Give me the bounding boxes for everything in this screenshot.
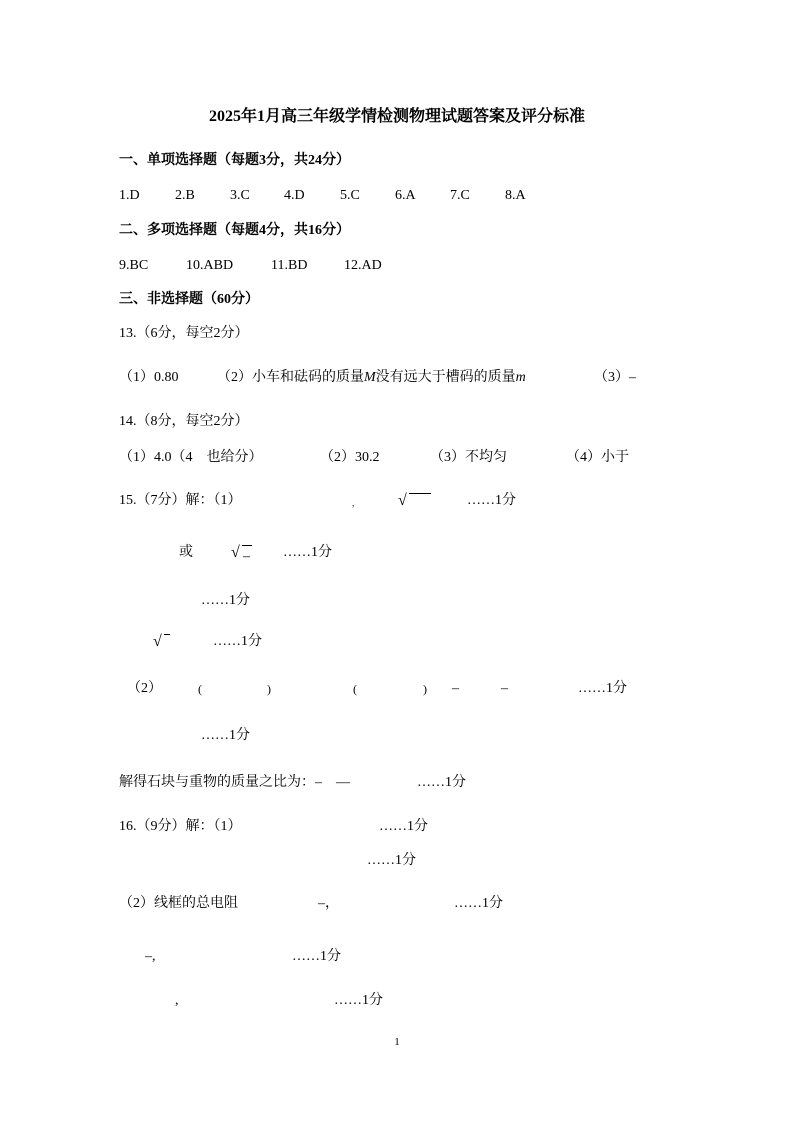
q16-comma: , bbox=[175, 993, 179, 1008]
q15-part2-label: （2） bbox=[127, 681, 162, 696]
q14-header: 14.（8分，每空2分） bbox=[119, 414, 249, 429]
section-heading-multi-choice: 二、多项选择题（每题4分，共16分） bbox=[119, 223, 350, 238]
page-number: 1 bbox=[394, 1036, 400, 1048]
answer-5: 5.C bbox=[340, 188, 360, 203]
answer-1: 1.D bbox=[119, 188, 140, 203]
q15-score-4: ……1分 bbox=[213, 634, 262, 649]
q15-score-7: ……1分 bbox=[417, 775, 466, 790]
q13-answer-2-prefix: （2）小车和砝码的质量 bbox=[217, 370, 364, 385]
q15-ratio-text: 解得石块与重物的质量之比为：– — bbox=[119, 775, 350, 790]
answer-10: 10.ABD bbox=[186, 258, 234, 273]
q13-answer-2 bbox=[217, 369, 526, 387]
sqrt-symbol: √ bbox=[153, 633, 162, 651]
q15-score-6: ……1分 bbox=[201, 728, 250, 743]
answer-3: 3.C bbox=[230, 188, 250, 203]
q13-header: 13.（6分，每空2分） bbox=[119, 326, 249, 341]
q13-var-m: m bbox=[515, 370, 526, 385]
q15-paren-close-1: ) bbox=[267, 682, 271, 696]
answer-11: 11.BD bbox=[271, 258, 308, 273]
answer-2: 2.B bbox=[175, 188, 195, 203]
q13-answer-1: （1）0.80 bbox=[119, 370, 179, 385]
q15-header: 15.（7分）解：（1） bbox=[119, 493, 242, 508]
q13-answer-3: （3）– bbox=[594, 370, 636, 385]
q16-part2-text: （2）线框的总电阻 bbox=[119, 896, 238, 911]
section-heading-non-choice: 三、非选择题（60分） bbox=[119, 292, 259, 307]
q15-score-2: ……1分 bbox=[283, 545, 332, 560]
q16-score-4: ……1分 bbox=[292, 949, 341, 964]
answer-6: 6.A bbox=[395, 188, 416, 203]
q15-score-1: ……1分 bbox=[467, 493, 516, 508]
q15-dash-2: – bbox=[501, 681, 508, 696]
q14-answer-1: （1）4.0（4 也给分） bbox=[119, 450, 263, 465]
answer-7: 7.C bbox=[450, 188, 470, 203]
q15-paren-open-1: ( bbox=[198, 682, 202, 696]
section-heading-single-choice: 一、单项选择题（每题3分，共24分） bbox=[119, 153, 350, 168]
page-title: 2025年1月高三年级学情检测物理试题答案及评分标准 bbox=[208, 108, 585, 125]
q13-var-M: M bbox=[364, 370, 376, 385]
q15-comma: , bbox=[352, 498, 355, 508]
answer-8: 8.A bbox=[505, 188, 526, 203]
answer-4: 4.D bbox=[284, 188, 305, 203]
q16-score-5: ……1分 bbox=[334, 993, 383, 1008]
q14-answer-4: （4）小于 bbox=[566, 450, 629, 465]
q16-part2-fraction: –， bbox=[318, 896, 339, 911]
q16-score-3: ……1分 bbox=[454, 896, 503, 911]
answer-12: 12.AD bbox=[344, 258, 382, 273]
q16-score-1: ……1分 bbox=[379, 819, 428, 834]
q15-score-3: ……1分 bbox=[201, 593, 250, 608]
q15-score-5: ……1分 bbox=[578, 681, 627, 696]
q15-paren-close-2: ) bbox=[423, 682, 427, 696]
q15-or-label: 或 bbox=[179, 545, 193, 560]
q15-dash-1: – bbox=[452, 681, 459, 696]
q14-answer-2: （2）30.2 bbox=[320, 450, 380, 465]
sqrt-symbol: √ bbox=[398, 492, 407, 510]
answer-9: 9.BC bbox=[119, 258, 149, 273]
q16-header: 16.（9分）解：（1） bbox=[119, 819, 242, 834]
q16-fraction-2: –, bbox=[145, 949, 156, 964]
q13-answer-2-middle: 没有远大于槽码的质量 bbox=[375, 370, 516, 385]
q15-paren-open-2: ( bbox=[353, 682, 357, 696]
q16-score-2: ……1分 bbox=[367, 853, 416, 868]
sqrt-symbol: √ – bbox=[231, 544, 250, 564]
q14-answer-3: （3）不均匀 bbox=[430, 450, 507, 465]
